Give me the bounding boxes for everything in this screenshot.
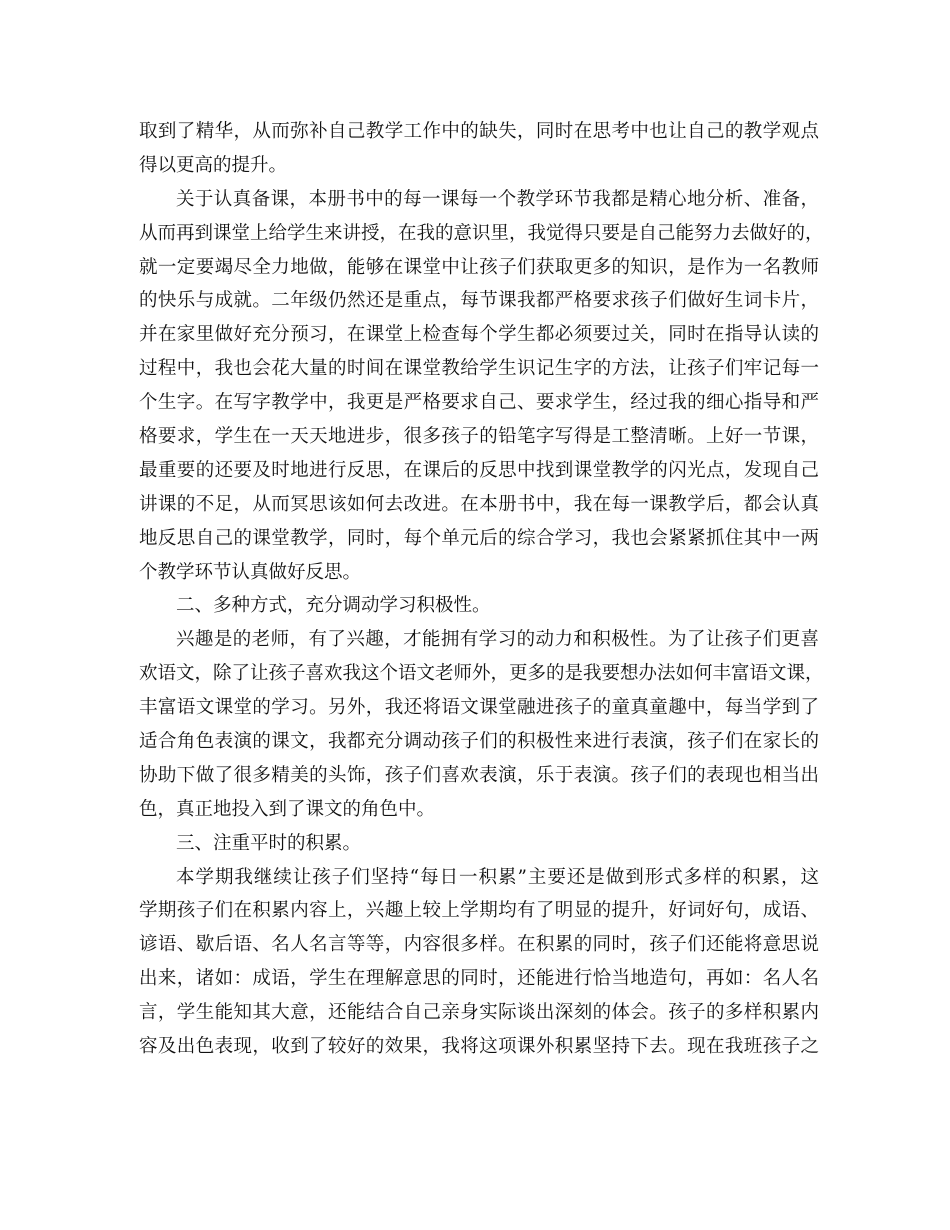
text-line: 谚语、歇后语、名人名言等等，内容很多样。在积累的同时，孩子们还能将意思说 — [139, 934, 819, 956]
document-body — [139, 115, 824, 1064]
text-line: 最重要的还要及时地进行反思，在课后的反思中找到课堂教学的闪光点，发现自己 — [139, 459, 819, 481]
text-line: 容及出色表现，收到了较好的效果，我将这项课外积累坚持下去。现在我班孩子之 — [139, 1036, 819, 1058]
text-line: 欢语文，除了让孩子喜欢我这个语文老师外，更多的是我要想办法如何丰富语文课， — [139, 663, 824, 685]
text-line: 二、多种方式，充分调动学习积极性。 — [176, 595, 491, 617]
text-line: 格要求，学生在一天天地进步，很多孩子的铅笔字写得是工整清晰。上好一节课， — [139, 426, 819, 448]
text-line: 兴趣是的老师，有了兴趣，才能拥有学习的动力和积极性。为了让孩子们更喜 — [176, 629, 819, 651]
text-line: 从而再到课堂上给学生来讲授，在我的意识里，我觉得只要是自己能努力去做好的， — [139, 222, 824, 244]
text-line: 的快乐与成就。二年级仍然还是重点，每节课我都严格要求孩子们做好生词卡片， — [139, 290, 819, 312]
text-line: 关于认真备课，本册书中的每一课每一个教学环节我都是精心地分析、准备， — [176, 188, 819, 210]
text-line: 地反思自己的课堂教学，同时，每个单元后的综合学习，我也会紧紧抓住其中一两 — [139, 527, 819, 549]
text-line: 得以更高的提升。 — [139, 154, 288, 176]
text-line: 个教学环节认真做好反思。 — [139, 561, 362, 583]
text-line: 协助下做了很多精美的头饰，孩子们喜欢表演，乐于表演。孩子们的表现也相当出 — [139, 764, 819, 786]
text-line: 出来，诸如：成语，学生在理解意思的同时，还能进行恰当地造句，再如：名人名 — [139, 968, 819, 990]
text-line: 取到了精华，从而弥补自己教学工作中的缺失，同时在思考中也让自己的教学观点 — [139, 121, 819, 142]
text-line: 就一定要竭尽全力地做，能够在课堂中让孩子们获取更多的知识，是作为一名教师 — [139, 256, 819, 278]
text-line: 言，学生能知其大意，还能结合自己亲身实际谈出深刻的体会。孩子的多样积累内 — [139, 1002, 819, 1024]
text-line: 色，真正地投入到了课文的角色中。 — [139, 798, 436, 820]
text-line: 三、注重平时的积累。 — [176, 832, 362, 854]
text-line: 丰富语文课堂的学习。另外，我还将语文课堂融进孩子的童真童趣中，每当学到了 — [139, 697, 819, 719]
text-line: 本学期我继续让孩子们坚持“每日一积累”主要还是做到形式多样的积累，这 — [176, 866, 819, 888]
text-line: 学期孩子们在积累内容上，兴趣上较上学期均有了明显的提升，好词好句，成语、 — [139, 900, 819, 922]
text-line: 适合角色表演的课文，我都充分调动孩子们的积极性来进行表演，孩子们在家长的 — [139, 731, 819, 753]
text-line: 并在家里做好充分预习，在课堂上检查每个学生都必须要过关，同时在指导认读的 — [139, 324, 819, 346]
text-line: 讲课的不足，从而冥思该如何去改进。在本册书中，我在每一课教学后，都会认真 — [139, 493, 819, 515]
text-line: 过程中，我也会花大量的时间在课堂教给学生识记生字的方法，让孩子们牢记每一 — [139, 358, 819, 380]
text-line: 个生字。在写字教学中，我更是严格要求自己、要求学生，经过我的细心指导和严 — [139, 392, 819, 414]
